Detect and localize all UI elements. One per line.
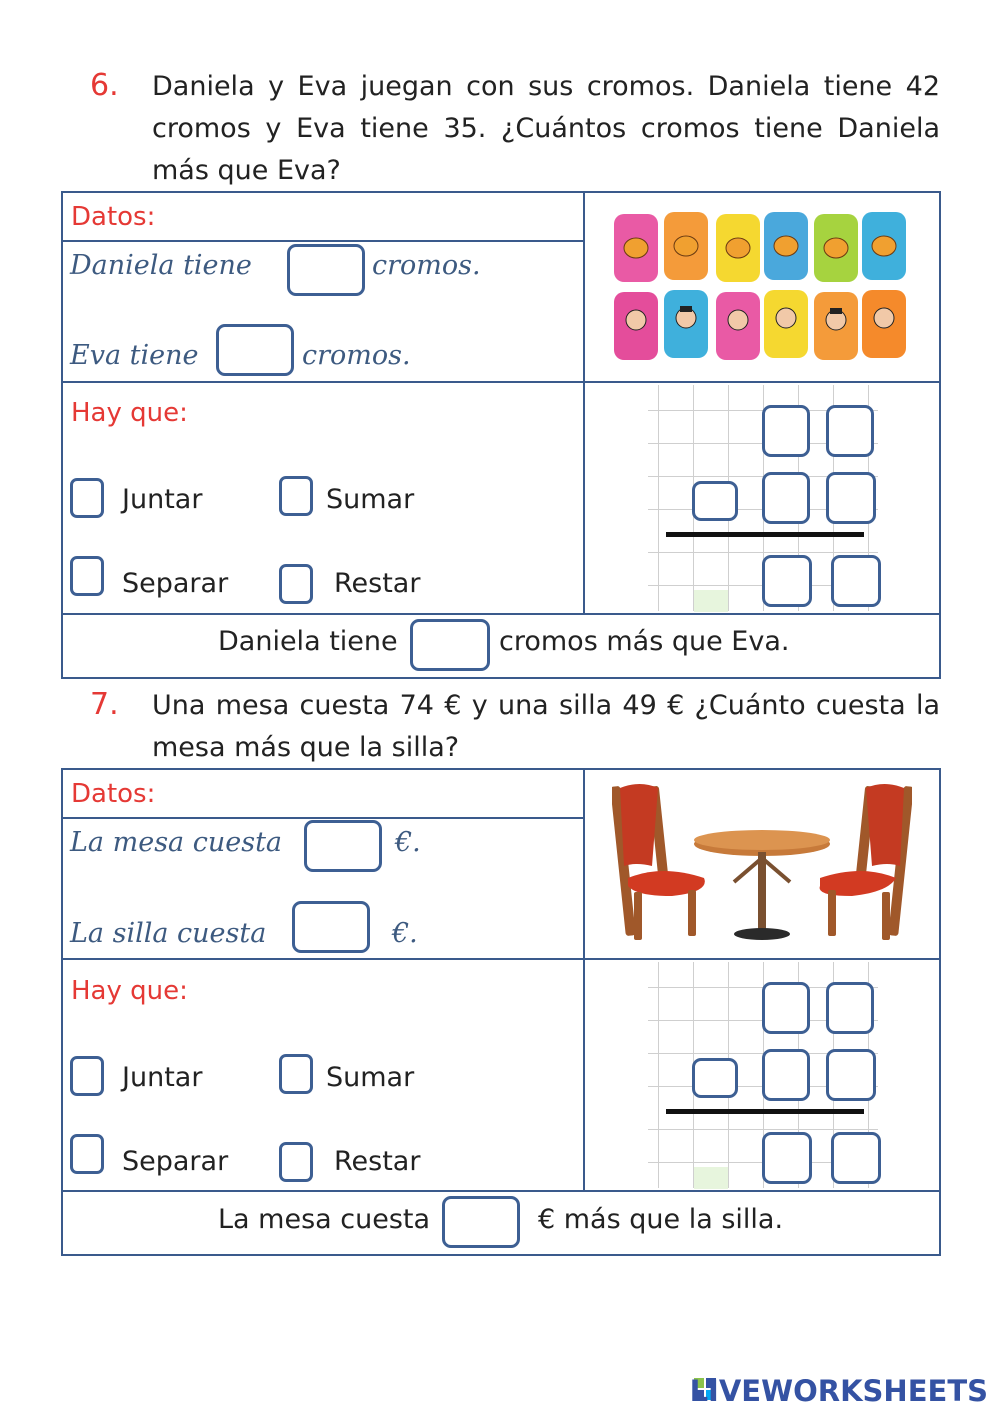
- problem-number: 7.: [90, 687, 119, 722]
- option-label: Sumar: [326, 484, 415, 515]
- mesa-price-input[interactable]: [304, 820, 382, 872]
- dato-text: cromos.: [302, 340, 411, 371]
- problem-statement-line: Daniela y Eva juegan con sus cromos. Daniela tiene 42: [152, 71, 940, 102]
- digit-input[interactable]: [762, 982, 810, 1034]
- problem-number: 6.: [90, 68, 119, 103]
- digit-input[interactable]: [692, 1058, 738, 1098]
- problem-statement-line: cromos y Eva tiene 35. ¿Cuántos cromos tiene Daniela: [152, 113, 940, 144]
- brand-name: LIVEWORKSHEETS: [689, 1374, 988, 1408]
- problem-statement-line: más que Eva?: [152, 155, 341, 186]
- option-label: Separar: [122, 1146, 229, 1177]
- daniela-cromos-input[interactable]: [287, 244, 365, 296]
- option-label: Juntar: [122, 484, 203, 515]
- digit-input[interactable]: [826, 1049, 876, 1101]
- option-separar-checkbox[interactable]: [70, 1134, 104, 1174]
- digit-input[interactable]: [831, 555, 881, 607]
- answer-text: € más que la silla.: [538, 1204, 784, 1235]
- digit-input[interactable]: [692, 481, 738, 521]
- hay-que-label: Hay que:: [71, 398, 188, 428]
- option-label: Separar: [122, 568, 229, 599]
- cromos-stickers-image: [612, 210, 912, 362]
- answer-text: Daniela tiene: [218, 626, 398, 657]
- digit-input[interactable]: [762, 555, 812, 607]
- dato-text: La mesa cuesta: [70, 827, 283, 858]
- problem-statement-line: Una mesa cuesta 74 € y una silla 49 € ¿Cuánto cuesta la: [152, 690, 940, 721]
- digit-input[interactable]: [826, 982, 874, 1034]
- silla-price-input[interactable]: [292, 901, 370, 953]
- option-sumar-checkbox[interactable]: [279, 1054, 313, 1094]
- option-restar-checkbox[interactable]: [279, 564, 313, 604]
- option-label: Restar: [334, 1146, 421, 1177]
- answer-input[interactable]: [410, 619, 490, 671]
- option-label: Juntar: [122, 1062, 203, 1093]
- digit-input[interactable]: [826, 472, 876, 524]
- dato-text: Eva tiene: [70, 340, 199, 371]
- problem-statement-line: mesa más que la silla?: [152, 732, 460, 763]
- option-separar-checkbox[interactable]: [70, 556, 104, 596]
- option-juntar-checkbox[interactable]: [70, 478, 104, 518]
- table-and-chairs-image: [612, 782, 912, 944]
- answer-text: La mesa cuesta: [218, 1204, 431, 1235]
- datos-label: Datos:: [71, 202, 156, 232]
- option-label: Sumar: [326, 1062, 415, 1093]
- option-restar-checkbox[interactable]: [279, 1142, 313, 1182]
- eva-cromos-input[interactable]: [216, 324, 294, 376]
- digit-input[interactable]: [831, 1132, 881, 1184]
- dato-text: La silla cuesta: [70, 918, 267, 949]
- dato-text: Daniela tiene: [70, 250, 252, 281]
- answer-text: cromos más que Eva.: [499, 626, 790, 657]
- answer-input[interactable]: [442, 1196, 520, 1248]
- datos-label: Datos:: [71, 779, 156, 809]
- digit-input[interactable]: [762, 1049, 810, 1101]
- option-juntar-checkbox[interactable]: [70, 1056, 104, 1096]
- digit-input[interactable]: [762, 472, 810, 524]
- digit-input[interactable]: [826, 405, 874, 457]
- hay-que-label: Hay que:: [71, 976, 188, 1006]
- option-label: Restar: [334, 568, 421, 599]
- dato-text: €.: [395, 827, 421, 858]
- dato-text: €.: [392, 918, 418, 949]
- digit-input[interactable]: [762, 405, 810, 457]
- dato-text: cromos.: [372, 250, 481, 281]
- digit-input[interactable]: [762, 1132, 812, 1184]
- option-sumar-checkbox[interactable]: [279, 476, 313, 516]
